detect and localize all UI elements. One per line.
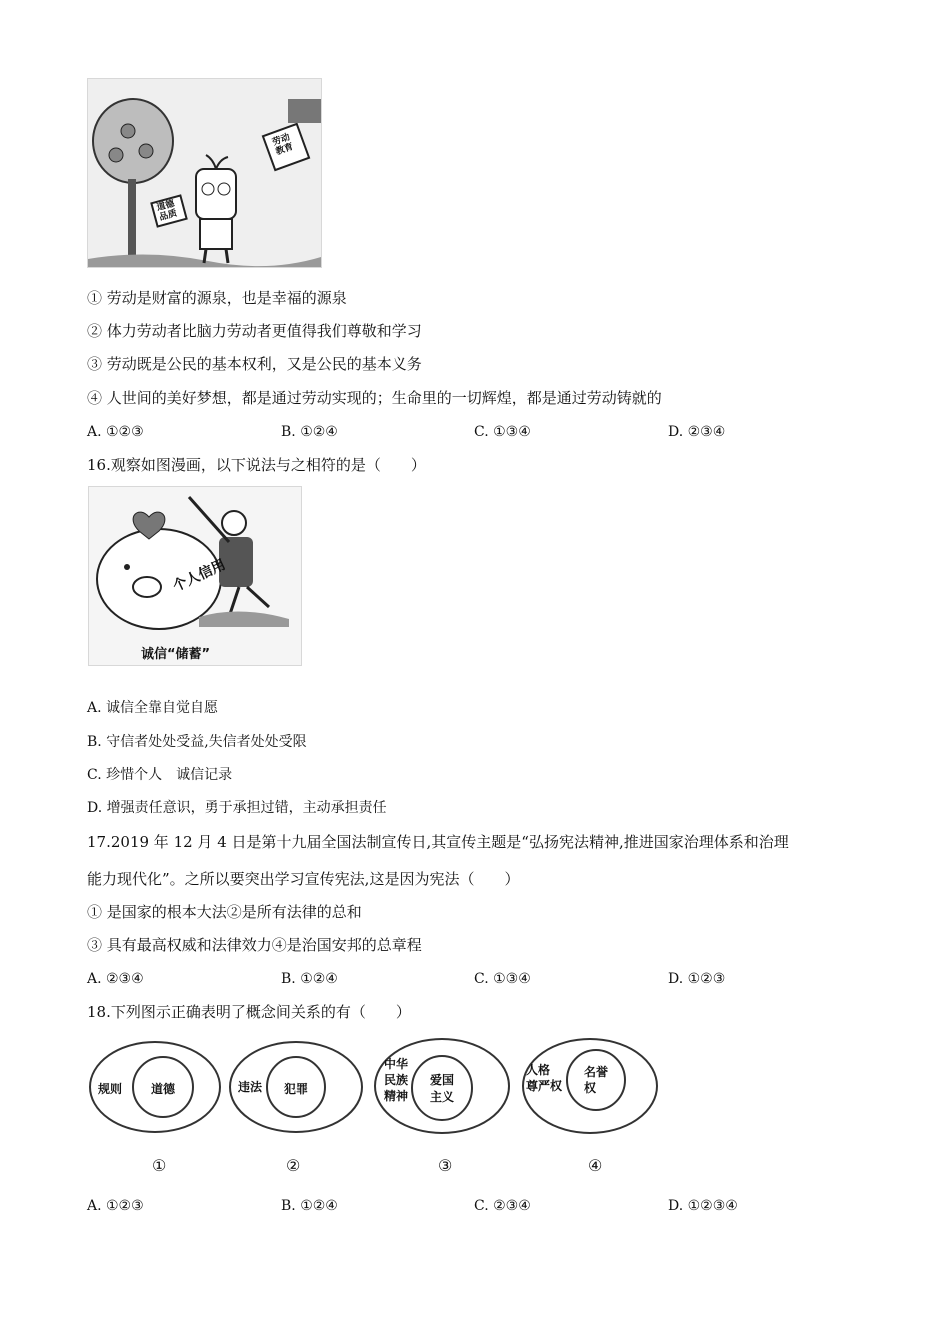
venn-1-number: ①	[152, 1156, 167, 1175]
q15-option-a[interactable]: A. ①②③	[87, 424, 144, 440]
venn-diagram-3	[372, 1036, 512, 1136]
labor-cartoon	[87, 78, 322, 268]
q16-option-c[interactable]: C. 珍惜个人 诚信记录	[87, 767, 233, 783]
q17-stem-line2: 能力现代化”。之所以要突出学习宣传宪法,这是因为宪法（ ）	[87, 870, 520, 888]
labor-cartoon-drawing	[88, 79, 321, 267]
q17-stem-line1: 17.2019 年 12 月 4 日是第十九届全国法制宣传日,其宣传主题是“弘扬宪法精神,推进国家治理体系和治理	[87, 833, 789, 851]
q17-option-d[interactable]: D. ①②③	[668, 971, 726, 987]
venn-2-number: ②	[286, 1156, 301, 1175]
q16-option-b[interactable]: B. 守信者处处受益,失信者处处受限	[87, 734, 307, 750]
q15-option-d[interactable]: D. ②③④	[668, 424, 726, 440]
q17-option-b[interactable]: B. ①②④	[281, 971, 338, 987]
q18-option-b[interactable]: B. ①②④	[281, 1198, 338, 1214]
q16-option-a[interactable]: A. 诚信全靠自觉自愿	[87, 700, 219, 716]
venn-3-number: ③	[438, 1156, 453, 1175]
q17-statement-2: ③ 具有最高权威和法律效力④是治国安邦的总章程	[87, 936, 422, 954]
q18-option-c[interactable]: C. ②③④	[474, 1198, 531, 1214]
venn-4-inner-label: 名誉 权	[584, 1065, 609, 1095]
q15-option-b[interactable]: B. ①②④	[281, 424, 338, 440]
venn-1-inner-label: 道德	[151, 1082, 176, 1096]
venn-4-outer-label: 人格 尊严权	[526, 1063, 563, 1093]
venn-diagram-4	[520, 1036, 660, 1136]
q15-statement-3: ③ 劳动既是公民的基本权利，又是公民的基本义务	[87, 355, 422, 373]
q15-option-c[interactable]: C. ①③④	[474, 424, 531, 440]
venn-4-number: ④	[588, 1156, 603, 1175]
q15-statement-1: ① 劳动是财富的源泉，也是幸福的源泉	[87, 289, 347, 307]
credit-cartoon	[88, 486, 302, 666]
venn-1-outer-label: 规则	[98, 1082, 123, 1096]
q18-option-d[interactable]: D. ①②③④	[668, 1198, 738, 1214]
q16-option-d[interactable]: D. 增强责任意识，勇于承担过错，主动承担责任	[87, 800, 387, 816]
book-left-label: 道德 品质	[155, 199, 179, 223]
venn-3-inner-label: 爱国 主义	[430, 1073, 455, 1104]
venn-diagram-2	[228, 1040, 365, 1135]
venn-diagram-1	[88, 1040, 223, 1135]
q18-option-a[interactable]: A. ①②③	[87, 1198, 144, 1214]
venn-2-outer-label: 违法	[238, 1080, 263, 1094]
venn-2-inner-label: 犯罪	[284, 1082, 309, 1096]
piggy-bank-label: 个人信用	[170, 556, 229, 595]
q15-statement-4: ④ 人世间的美好梦想，都是通过劳动实现的；生命里的一切辉煌，都是通过劳动铸就的	[87, 389, 662, 407]
cartoon-caption: 诚信“储蓄”	[141, 647, 211, 662]
q18-stem: 18.下列图示正确表明了概念间关系的有（ ）	[87, 1003, 411, 1021]
venn-3-outer-label: 中华 民族 精神	[384, 1057, 409, 1103]
q15-statement-2: ② 体力劳动者比脑力劳动者更值得我们尊敬和学习	[87, 322, 422, 340]
q17-option-c[interactable]: C. ①③④	[474, 971, 531, 987]
q17-statement-1: ① 是国家的根本大法②是所有法律的总和	[87, 903, 362, 921]
book-right-label: 劳动 教育	[271, 132, 295, 158]
q16-stem: 16.观察如图漫画，以下说法与之相符的是（ ）	[87, 456, 426, 474]
q17-option-a[interactable]: A. ②③④	[87, 971, 144, 987]
